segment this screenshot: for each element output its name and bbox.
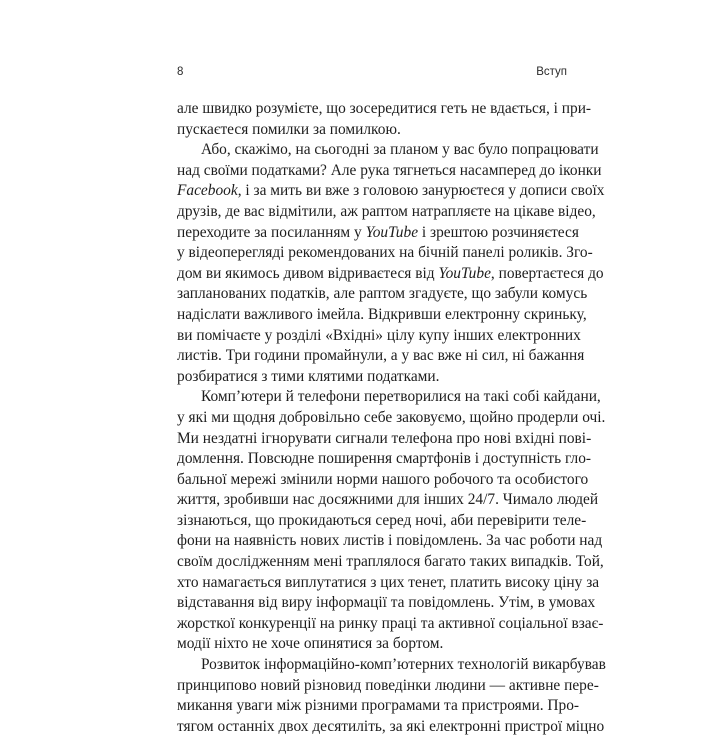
paragraph [177,140,605,387]
text-line: переходите за посиланням у YouTube і зрештою розчиняєтеся [177,223,579,241]
text-line: своїм дослідженням мені траплялося багато таких випадків. Той, [177,553,604,571]
text-line: принципово новий різновид поведінки людини — активне пере- [177,676,599,694]
italic-term: YouTube [365,223,419,241]
text-line: життя, зробивши нас досяжними для інших 24/7. Чимало людей [177,491,599,509]
text-line: Або, скажімо, на сьогодні за планом у вас було попрацювати [201,141,599,159]
paragraph [177,387,606,655]
page-number: 8 [177,66,184,78]
text-line: Facebook, і за мить ви вже з головою занурюєтеся у дописи своїх [177,182,605,200]
text-line: надіслати важливого імейла. Відкривши електронну скриньку, [177,305,587,323]
text-line: друзів, де вас відмітили, аж раптом натрапляєте на цікаве відео, [177,202,596,220]
text-line: Комп’ютери й телефони перетворилися на такі собі кайдани, [201,388,601,406]
text-line: Ми нездатні ігнорувати сигнали телефона про нові вхідні пові- [177,429,592,447]
text-line: Розвиток інформаційно-комп’ютерних технологій викарбував [201,656,606,674]
text-line: пускаєтеся помилки за помилкою. [177,120,401,138]
text-line: над своїми податками? Але рука тягнеться насамперед до іконки [177,161,602,179]
section-title: Вступ [536,66,567,78]
text-line: але швидко розумієте, що зосередитися геть не вдається, і при- [177,100,592,117]
text-line: фони на наявність нових листів і повідомлень. За час роботи над [177,532,603,550]
text-line: микання уваги між різними програмами та пристроями. Про- [177,697,580,715]
text-line: тягом останніх двох десятиліть, за які електронні пристрої міцно [177,717,605,735]
text-line: жорсткої конкуренції на ринку праці та активної соціальної взає- [177,614,604,632]
text-line: домлення. Повсюдне поширення смартфонів і доступність гло- [177,450,592,468]
running-head [177,66,567,84]
paragraph [177,99,592,140]
text-line: у відеоперегляді рекомендованих на бічній панелі роликів. Зго- [177,244,593,262]
text-line: у які ми щодня добровільно себе заковуємо, щойно продерли очі. [177,408,606,426]
text-line: розбиратися з тими клятими податками. [177,367,440,385]
text-line: модії ніхто не хоче опинятися за бортом. [177,635,444,653]
text-line: листів. Три години промайнули, а у вас вже ні сил, ні бажання [177,347,585,365]
text-line: зізнаються, що прокидаються серед ночі, аби перевірити телe- [177,511,587,529]
italic-term: Facebook [177,182,238,200]
italic-term: YouTube [438,264,491,282]
text-line: відставання від виру інформації та повідомлень. Утім, в умовах [177,594,596,612]
text-line: запланованих податків, але раптом згадуєте, що забули комусь [177,285,588,303]
text-line: ви помічаєте у розділі «Вхідні» цілу купу інших електронних [177,326,581,344]
paragraph [177,655,606,737]
text-line: дом ви якимось дивом відриваєтеся від YouTube, повертаєтеся до [177,264,604,282]
body-text [177,99,606,737]
text-line: хто намагається виплутатися з цих тенет, платить високу ціну за [177,573,600,591]
text-line: бальної мережі змінили норми нашого робочого та особистого [177,470,589,488]
